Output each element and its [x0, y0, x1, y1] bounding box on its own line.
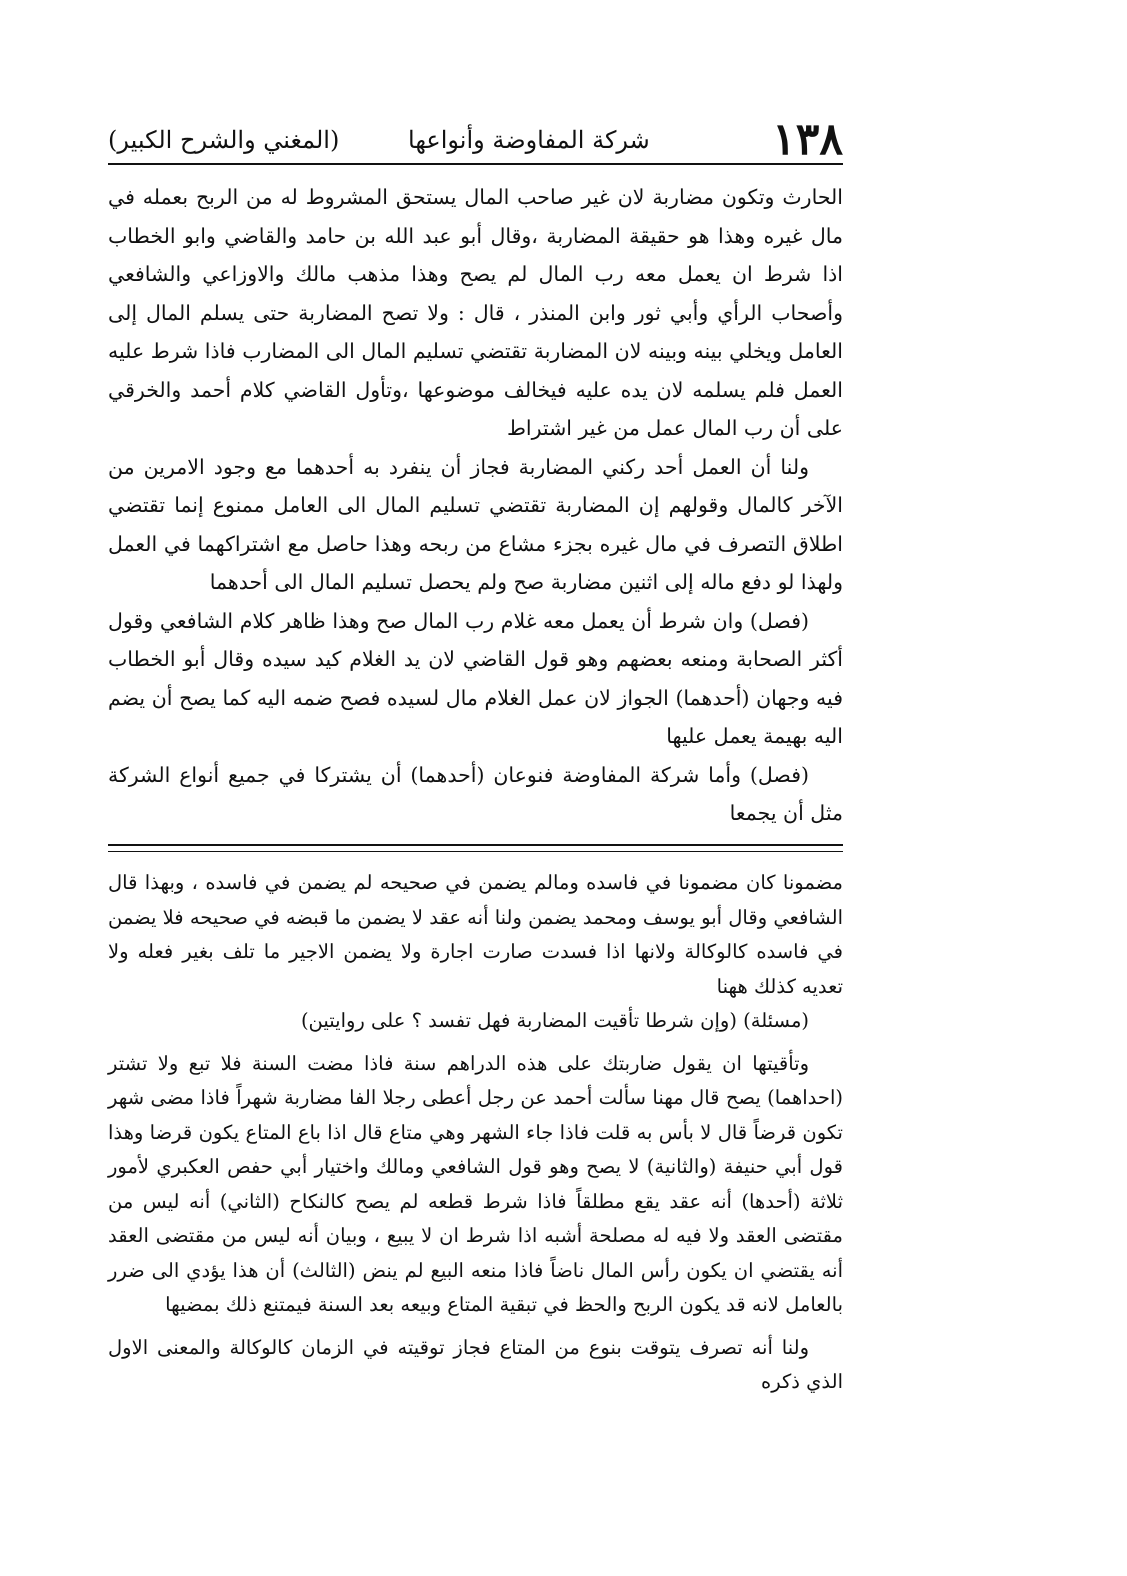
main-paragraph-3: (فصل) وان شرط أن يعمل معه غلام رب المال صح وهذا ظاهر كلام الشافعي وقول أكثر الصحابة ومنعه بعضهم وهو قول القاضي لان يد الغلام كيد سيده وقال أبو الخطاب فيه وجهان (أحدهما) الجواز لان عمل الغلام مال لسيده فصح ضمه اليه كما يصح أن يضم اليه بهيمة يعمل عليها — [108, 608, 843, 748]
commentary-text — [108, 866, 843, 1400]
commentary-paragraph-1: مضمونا كان مضمونا في فاسده ومالم يضمن في صحيحه لم يضمن في فاسده ، وبهذا قال الشافعي وقال أبو يوسف ومحمد يضمن ولنا أنه عقد لا يضمن ما قبضه في صحيحه فلا يضمن في فاسده كالوكالة ولانها اذا فسدت صارت اجارة ولا يضمن الاجير ما تلف بغير فعله ولا تعديه كذلك ههنا — [108, 871, 843, 998]
commentary-masala-heading: (مسئلة) (وإن شرطا تأقيت المضاربة فهل تفسد ؟ على روايتين) — [300, 1009, 809, 1032]
main-paragraph-1: الحارث وتكون مضاربة لان غير صاحب المال يستحق المشروط له من الربح بعمله في مال غيره وهذا هو حقيقة المضاربة ،وقال أبو عبد الله بن حامد والقاضي وابو الخطاب اذا شرط ان يعمل معه رب المال لم يصح وهذا مذهب مالك والاوزاعي والشافعي وأصحاب الرأي وأبي ثور وابن المنذر ، قال : ولا تصح المضاربة حتى يسلم المال إلى العامل ويخلي بينه وبينه لان المضاربة تقتضي تسليم المال الى المضارب فاذا شرط عليه العمل فلم يسلمه لان يده عليه فيخالف موضوعها ،وتأول القاضي كلام أحمد والخرقي على أن رب المال عمل من غير اشتراط — [108, 185, 843, 440]
main-paragraph-4: (فصل) وأما شركة المفاوضة فنوعان (أحدهما) أن يشتركا في جميع أنواع الشركة مثل أن يجمعا — [108, 762, 843, 825]
separator-rule-bottom — [108, 851, 843, 852]
main-text — [108, 178, 843, 833]
main-paragraph-2: ولنا أن العمل أحد ركني المضاربة فجاز أن ينفرد به أحدهما مع وجود الامرين من الآخر كالمال وقولهم إن المضاربة تقتضي تسليم المال الى العامل ممنوع إنما تقتضي اطلاق التصرف في مال غيره بجزء مشاع من ربحه وهذا حاصل مع اشتراكهما في العمل ولهذا لو دفع ماله إلى اثنين مضاربة صح ولم يحصل تسليم المال الى أحدهما — [108, 454, 843, 594]
header-rule — [108, 163, 843, 165]
page-number: ١٣٨ — [772, 114, 843, 165]
chapter-title: شركة المفاوضة وأنواعها — [408, 126, 650, 154]
separator-rule-top — [108, 844, 843, 846]
commentary-paragraph-2: وتأقيتها ان يقول ضاربتك على هذه الدراهم سنة فاذا مضت السنة فلا تبع ولا تشتر (احداهما) يصح قال مهنا سألت أحمد عن رجل أعطى رجلا الفا مضاربة شهراً فاذا مضى شهر تكون قرضاً قال لا بأس به قلت فاذا جاء الشهر وهي متاع قال اذا باع المتاع يكون قرضا وهذا قول أبي حنيفة (والثانية) لا يصح وهو قول الشافعي ومالك واختيار أبي حفص العكبري لأمور ثلاثة (أحدها) أنه عقد يقع مطلقاً فاذا شرط قطعه لم يصح كالنكاح (الثاني) أنه ليس من مقتضى العقد ولا فيه له مصلحة أشبه اذا شرط ان لا يبيع ، وبيان أنه ليس من مقتضى العقد أنه يقتضي ان يكون رأس المال ناضاً فاذا منعه البيع لم ينض (الثالث) أن هذا يؤدي الى ضرر بالعامل لانه قد يكون الربح والحظ في تبقية المتاع وبيعه بعد السنة فيمتنع ذلك بمضيها — [108, 1051, 843, 1316]
book-title: (المغني والشرح الكبير) — [108, 126, 340, 154]
commentary-paragraph-3: ولنا أنه تصرف يتوقت بنوع من المتاع فجاز توقيته في الزمان كالوكالة والمعنى الاول الذي ذكره — [108, 1335, 843, 1393]
